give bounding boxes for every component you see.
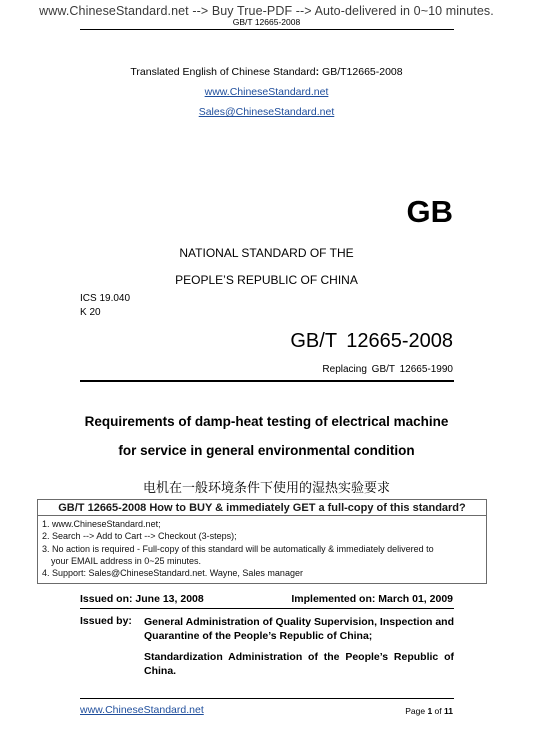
buy-step-3-cont: your EMAIL address in 0~25 minutes. <box>51 555 201 566</box>
translated-caption <box>0 66 533 78</box>
buy-step-4: 4. Support: Sales@ChineseStandard.net. Wayne, Sales manager <box>42 568 303 579</box>
translated-code: GB/T12665-2008 <box>322 66 403 78</box>
standard-code: GB/T 12665-2008 <box>290 330 453 352</box>
gb-mark: GB <box>406 194 453 229</box>
running-header: GB/T 12665-2008 <box>232 17 301 27</box>
title-en-line-2: for service in general environmental condition <box>118 443 415 458</box>
page-total: 11 <box>444 706 453 716</box>
download-banner[interactable]: www.ChineseStandard.net --> Buy True-PDF --> Auto-delivered in 0~10 minutes. <box>39 4 494 18</box>
translated-prefix: Translated English of Chinese Standard <box>130 66 316 78</box>
page-number <box>405 706 453 716</box>
footer-link[interactable]: www.ChineseStandard.net <box>80 704 204 716</box>
buy-step-1[interactable]: 1. www.ChineseStandard.net; <box>42 519 161 529</box>
issuing-authority-1: General Administration of Quality Supervision, Inspection and Quarantine of the People’s Republic of China; <box>144 616 454 642</box>
title-cn: 电机在一般环境条件下使用的湿热实验要求 <box>142 481 390 496</box>
issued-by-label: Issued by: <box>80 615 132 627</box>
buy-instructions-box <box>37 499 487 584</box>
title-rule <box>80 380 454 382</box>
page-current: 1 <box>427 706 433 716</box>
translated-sep: : <box>315 66 323 78</box>
page-mid: of <box>432 706 444 716</box>
header-rule <box>80 29 454 30</box>
national-standard-line-2: PEOPLE’S REPUBLIC OF CHINA <box>175 273 358 287</box>
buy-step-3: 3. No action is required - Full-copy of this standard will be automatically & immediately delivered to <box>42 543 434 554</box>
buy-step-2: 2. Search --> Add to Cart --> Checkout (3-steps); <box>42 531 237 542</box>
ccs-code: K 20 <box>80 307 101 318</box>
buy-steps-list <box>42 518 482 579</box>
page-prefix: Page <box>405 706 428 716</box>
website-link[interactable]: www.ChineseStandard.net <box>204 86 329 98</box>
buy-divider <box>38 515 486 516</box>
national-standard-line-1: NATIONAL STANDARD OF THE <box>179 246 354 260</box>
footer-rule <box>80 698 454 699</box>
title-en-line-1: Requirements of damp-heat testing of electrical machine <box>84 414 449 429</box>
email-link[interactable]: Sales@ChineseStandard.net <box>198 106 335 118</box>
ics-code: ICS 19.040 <box>80 293 131 304</box>
issuing-authority-2: Standardization Administration of the People’s Republic of China. <box>144 651 454 677</box>
implemented-on: Implemented on: March 01, 2009 <box>291 593 453 605</box>
replacing-note: Replacing GB/T 12665-1990 <box>322 364 453 375</box>
issued-on: Issued on: June 13, 2008 <box>80 593 204 605</box>
buy-heading: GB/T 12665-2008 How to BUY & immediately GET a full-copy of this standard? <box>58 502 466 514</box>
issued-rule <box>80 608 454 609</box>
